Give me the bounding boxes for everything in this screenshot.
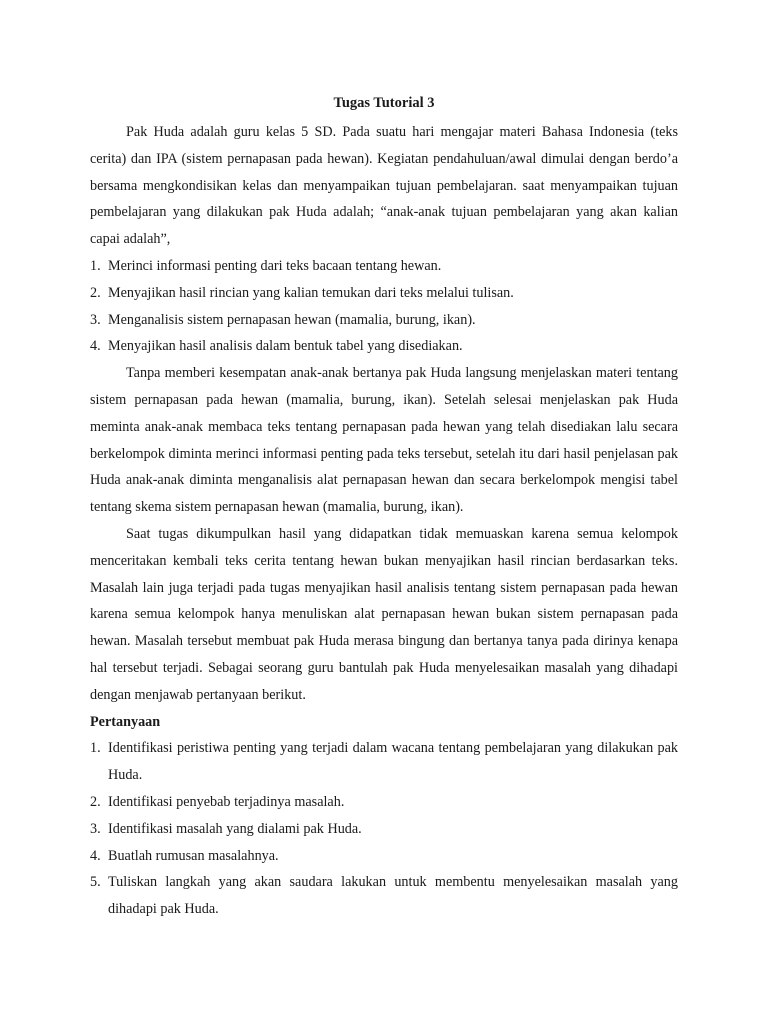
list-number: 5. bbox=[90, 874, 101, 891]
list-number: 4. bbox=[90, 847, 101, 864]
paragraph-problem: Saat tugas dikumpulkan hasil yang didapatkan tidak memuaskan karena semua kelompok menceritakan kembali teks cerita tentang hewan bukan menyajikan hasil rincian berdasarkan teks. Masalah lain juga terjadi pada tugas menyajikan hasil analisis tentang sistem pernapasan pada hewan karena semua kelompok hanya menuliskan alat pernapasan hewan bukan sistem pernapasan pada hewan. Masalah tersebut membuat pak Huda merasa bingung dan bertanya tanya pada dirinya kenapa hal tersebut terjadi. Sebagai seorang guru bantulah pak Huda menyelesaikan masalah yang dihadapi dengan menjawab pertanyaan berikut. bbox=[90, 525, 678, 703]
list-item bbox=[90, 307, 678, 334]
list-number: 1. bbox=[90, 257, 101, 274]
list-item-text: Menyajikan hasil analisis dalam bentuk tabel yang disediakan. bbox=[108, 338, 463, 355]
paragraph-intro: Pak Huda adalah guru kelas 5 SD. Pada suatu hari mengajar materi Bahasa Indonesia (teks cerita) dan IPA (sistem pernapasan pada hewan). Kegiatan pendahuluan/awal dimulai dengan berdo’a bersama mengkondisikan kelas dan menyampaikan tujuan pembelajaran. saat menyampaikan tujuan pembelajaran yang dilakukan pak Huda adalah; “anak-anak tujuan pembelajaran yang akan kalian capai adalah”, bbox=[90, 124, 678, 248]
list-item-text: Menyajikan hasil rincian yang kalian temukan dari teks melalui tulisan. bbox=[108, 284, 514, 301]
list-item-text: Identifikasi penyebab terjadinya masalah. bbox=[108, 793, 345, 810]
questions-heading: Pertanyaan bbox=[90, 713, 161, 730]
list-item-text: Merinci informasi penting dari teks bacaan tentang hewan. bbox=[108, 257, 442, 274]
list-item-text: Menganalisis sistem pernapasan hewan (mamalia, burung, ikan). bbox=[108, 311, 476, 328]
list-item-text: Tuliskan langkah yang akan saudara lakukan untuk membentu menyelesaikan masalah yang dihadapi pak Huda. bbox=[108, 874, 678, 918]
document-page bbox=[90, 92, 678, 923]
list-number: 2. bbox=[90, 793, 101, 810]
list-item-text: Buatlah rumusan masalahnya. bbox=[108, 847, 279, 864]
list-number: 3. bbox=[90, 311, 101, 328]
list-number: 4. bbox=[90, 338, 101, 355]
list-number: 2. bbox=[90, 284, 101, 301]
paragraph-lesson: Tanpa memberi kesempatan anak-anak bertanya pak Huda langsung menjelaskan materi tentang sistem pernapasan pada hewan (mamalia, burung, ikan). Setelah selesai menjelaskan pak Huda meminta anak-anak membaca teks tentang pernapasan pada hewan yang telah disediakan lalu secara berkelompok diminta merinci informasi penting pada teks tersebut, setelah itu dari hasil penjelasan pak Huda anak-anak diminta menganalisis alat pernapasan hewan dan secara berkelompok mengisi tabel tentang skema sistem pernapasan hewan (mamalia, burung, ikan). bbox=[90, 365, 678, 516]
list-item-text: Identifikasi masalah yang dialami pak Huda. bbox=[108, 820, 362, 837]
list-number: 3. bbox=[90, 820, 101, 837]
list-item bbox=[90, 735, 678, 789]
list-item bbox=[90, 333, 678, 360]
questions-list bbox=[90, 735, 678, 923]
list-item bbox=[90, 816, 678, 843]
list-item bbox=[90, 869, 678, 923]
list-item bbox=[90, 789, 678, 816]
list-item bbox=[90, 253, 678, 280]
list-number: 1. bbox=[90, 740, 101, 757]
list-item-text: Identifikasi peristiwa penting yang terjadi dalam wacana tentang pembelajaran yang dilakukan pak Huda. bbox=[108, 740, 678, 784]
list-item bbox=[90, 843, 678, 870]
objectives-list bbox=[90, 253, 678, 360]
document-title: Tugas Tutorial 3 bbox=[333, 95, 435, 111]
list-item bbox=[90, 280, 678, 307]
